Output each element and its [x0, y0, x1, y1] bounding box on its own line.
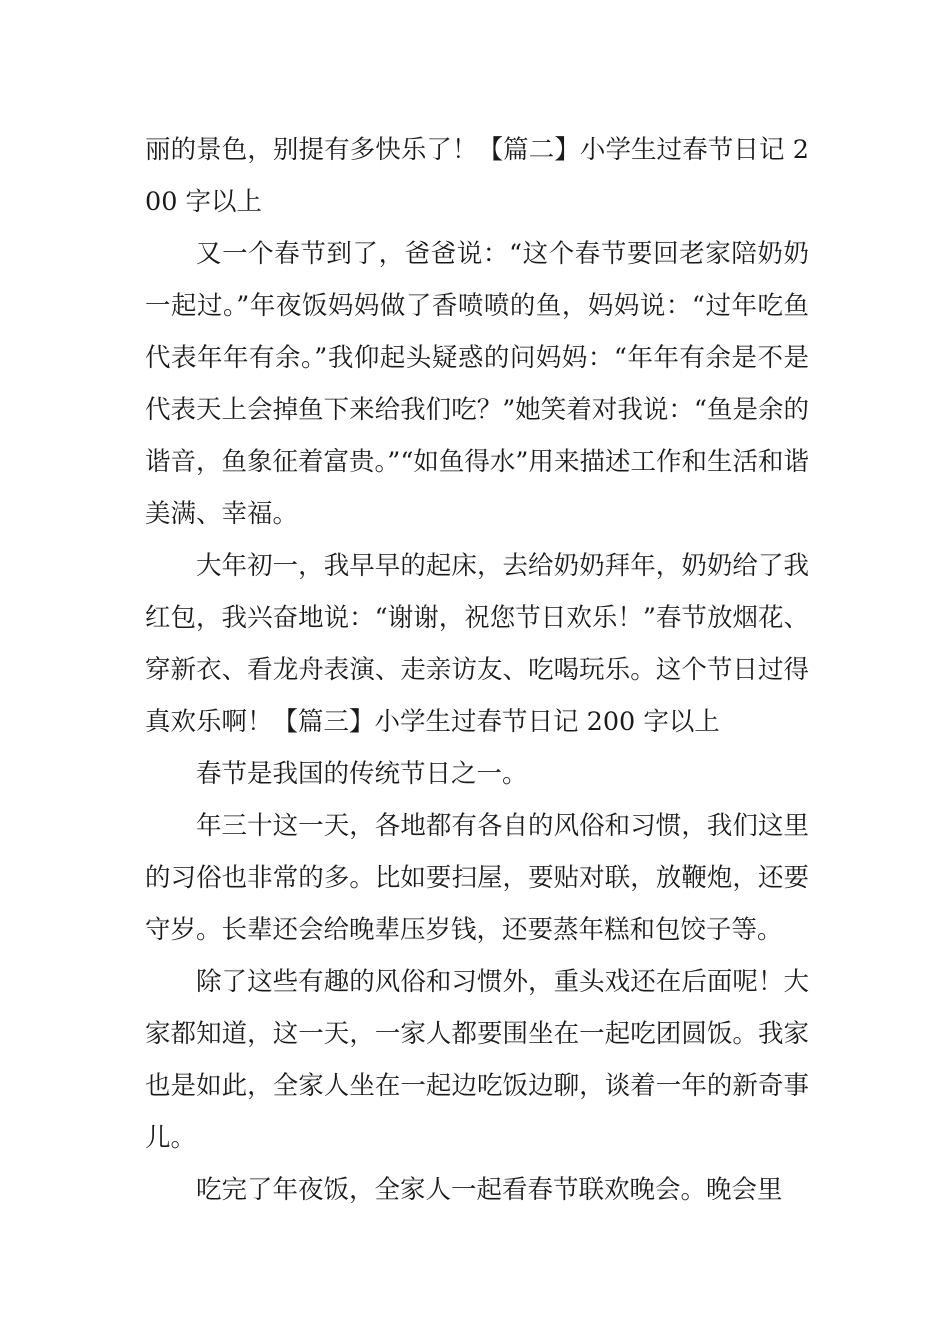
paragraph-4: 春节是我国的传统节日之一。: [196, 759, 528, 789]
paragraph-7: 吃完了年夜饭，全家人一起看春节联欢晚会。晚会里: [196, 1175, 783, 1205]
paragraph-5: 年三十这一天，各地都有各自的风俗和习惯，我们这里的习俗也非常的多。比如要扫屋，要贴对联，放鞭炮，还要守岁。长辈还会给晚辈压岁钱，还要蒸年糕和包饺子等。: [145, 811, 809, 945]
paragraph-3: 大年初一，我早早的起床，去给奶奶拜年，奶奶给了我红包，我兴奋地说：“谢谢，祝您节日欢乐！”春节放烟花、穿新衣、看龙舟表演、走亲访友、吃喝玩乐。这个节日过得真欢乐啊！【篇三】小学生过春节日记 200 字以上: [145, 551, 809, 737]
document-page: [145, 124, 809, 1216]
paragraph-6: 除了这些有趣的风俗和习惯外，重头戏还在后面呢！大家都知道，这一天，一家人都要围坐在一起吃团圆饭。我家也是如此，全家人坐在一起边吃饭边聊，谈着一年的新奇事儿。: [145, 967, 809, 1153]
paragraph-2: 又一个春节到了，爸爸说：“这个春节要回老家陪奶奶一起过。”年夜饭妈妈做了香喷喷的鱼，妈妈说：“过年吃鱼代表年年有余。”我仰起头疑惑的问妈妈：“年年有余是不是代表天上会掉鱼下来给我们吃？”她笑着对我说：“鱼是余的谐音，鱼象征着富贵。”“如鱼得水”用来描述工作和生活和谐美满、幸福。: [145, 239, 809, 529]
paragraph-1: 丽的景色，别提有多快乐了！【篇二】小学生过春节日记 200 字以上: [145, 135, 809, 217]
